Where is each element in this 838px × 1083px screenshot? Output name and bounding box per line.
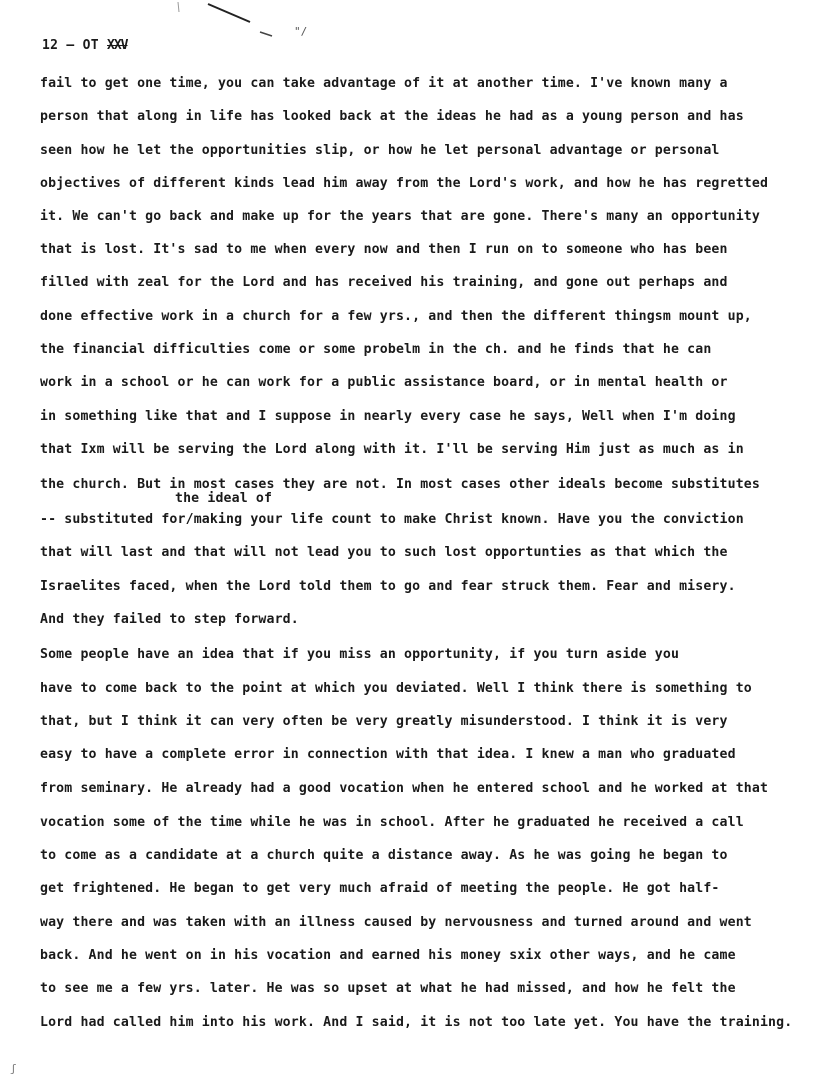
text-line: the church. But in most cases they are not. In most cases other ideals become substitutes	[40, 477, 760, 492]
page-number: 12 – OT	[42, 38, 99, 53]
text-line: have to come back to the point at which you deviated. Well I think there is something to	[40, 681, 752, 696]
corner-mark: "/	[294, 25, 308, 38]
text-line: it. We can't go back and make up for the years that are gone. There's many an opportunity	[40, 209, 760, 224]
text-line: filled with zeal for the Lord and has received his training, and gone out perhaps and	[40, 275, 728, 290]
text-line: person that along in life has looked back at the ideas he had as a young person and has	[40, 109, 744, 124]
text-line: Some people have an idea that if you miss an opportunity, if you turn aside you	[40, 647, 680, 662]
text-line: that is lost. It's sad to me when every now and then I run on to someone who has been	[40, 242, 728, 257]
text-line: done effective work in a church for a few yrs., and then the different thingsm mount up,	[40, 309, 752, 324]
text-line: that will last and that will not lead you to such lost opportunties as that which the	[40, 545, 728, 560]
text-line: from seminary. He already had a good vocation when he entered school and he worked at that	[40, 781, 769, 796]
scan-artifact-marks	[170, 0, 320, 45]
text-line: fail to get one time, you can take advantage of it at another time. I've known many a	[40, 76, 728, 91]
section-number: XXV	[107, 38, 128, 53]
text-line: back. And he went on in his vocation and earned his money sxix other ways, and he came	[40, 948, 736, 963]
text-line: easy to have a complete error in connection with that idea. I knew a man who graduated	[40, 747, 736, 762]
text-line: -- substituted for/making your life count to make Christ known. Have you the conviction	[40, 512, 744, 527]
text-line: get frightened. He began to get very much afraid of meeting the people. He got half-	[40, 881, 720, 896]
text-line: the financial difficulties come or some probelm in the ch. and he finds that he can	[40, 342, 712, 357]
text-line: that, but I think it can very often be very greatly misunderstood. I think it is very	[40, 714, 728, 729]
interline-insertion: the ideal of	[175, 491, 273, 506]
text-line: Israelites faced, when the Lord told them to go and fear struck them. Fear and misery.	[40, 579, 736, 594]
text-line: Lord had called him into his work. And I said, it is not too late yet. You have the training.	[40, 1015, 793, 1030]
text-line: to see me a few yrs. later. He was so upset at what he had missed, and how he felt the	[40, 981, 736, 996]
margin-mark: ʃ	[10, 1062, 17, 1075]
text-line: seen how he let the opportunities slip, or how he let personal advantage or personal	[40, 143, 720, 158]
text-line: work in a school or he can work for a public assistance board, or in mental health or	[40, 375, 728, 390]
text-line: way there and was taken with an illness caused by nervousness and turned around and went	[40, 915, 752, 930]
text-line: in something like that and I suppose in nearly every case he says, Well when I'm doing	[40, 409, 736, 424]
text-line: vocation some of the time while he was in school. After he graduated he received a call	[40, 815, 744, 830]
text-line: objectives of different kinds lead him away from the Lord's work, and how he has regretted	[40, 176, 769, 191]
text-line: that Ixm will be serving the Lord along with it. I'll be serving Him just as much as in	[40, 442, 744, 457]
page-header	[42, 38, 128, 53]
text-line: And they failed to step forward.	[40, 612, 299, 627]
text-line: to come as a candidate at a church quite a distance away. As he was going he began to	[40, 848, 728, 863]
